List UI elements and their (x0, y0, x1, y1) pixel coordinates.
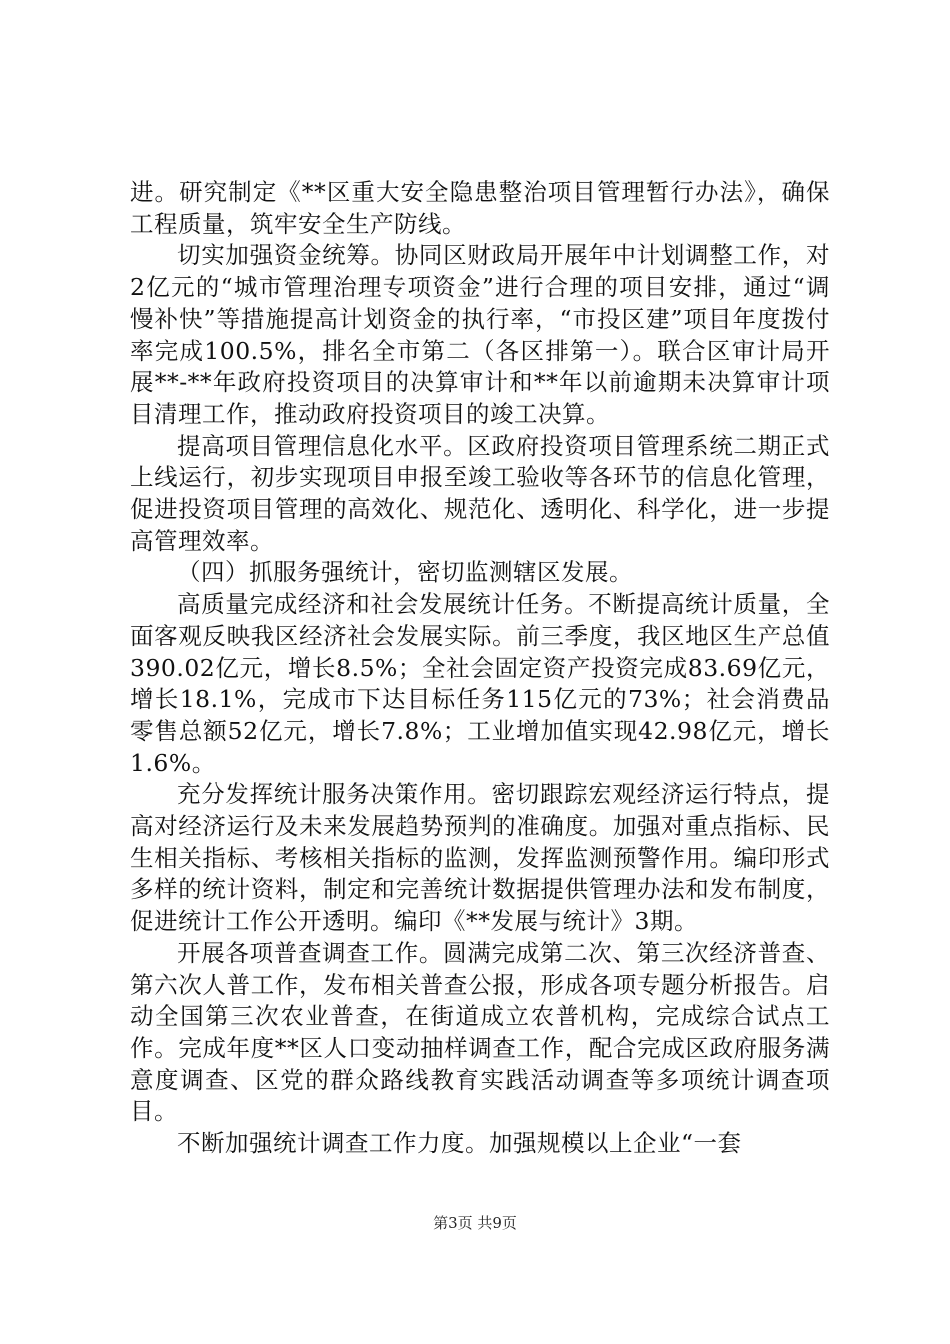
paragraph-continuation: 进。研究制定《**区重大安全隐患整治项目管理暂行办法》，确保工程质量，筑牢安全生产防线。 (130, 178, 830, 238)
paragraph-statistics-tasks: 高质量完成经济和社会发展统计任务。不断提高统计质量，全面客观反映我区经济社会发展实际。前三季度，我区地区生产总值390.02亿元，增长8.5%；全社会固定资产投资完成83.69亿元，增长18.1%，完成市下达目标任务115亿元的73%；社会消费品零售总额52亿元，增长7.8%；工业增加值实现42.98亿元，增长1.6%。 (130, 590, 830, 777)
paragraph-census-surveys: 开展各项普查调查工作。圆满完成第二次、第三次经济普查、第六次人普工作，发布相关普查公报，形成各项专题分析报告。启动全国第三次农业普查，在街道成立农普机构，完成综合试点工作。完成年度**区人口变动抽样调查工作，配合完成区政府服务满意度调查、区党的群众路线教育实践活动调查等多项统计调查项目。 (130, 938, 830, 1126)
page-number-footer: 第3页 共9页 (433, 1214, 517, 1232)
paragraph-survey-strength: 不断加强统计调查工作力度。加强规模以上企业“一套 (177, 1129, 742, 1158)
document-body (130, 177, 830, 1160)
paragraph-statistics-service: 充分发挥统计服务决策作用。密切跟踪宏观经济运行特点，提高对经济运行及未来发展趋势预判的准确度。加强对重点指标、民生相关指标、考核相关指标的监测，发挥监测预警作用。编印形式多样的统计资料，制定和完善统计数据提供管理办法和发布制度，促进统计工作公开透明。编印《**发展与统计》3期。 (130, 780, 830, 936)
paragraph-informatization: 提高项目管理信息化水平。区政府投资项目管理系统二期正式上线运行，初步实现项目申报至竣工验收等各环节的信息化管理，促进投资项目管理的高效化、规范化、透明化、科学化，进一步提高管理效率。 (130, 431, 830, 555)
section-heading-statistics: （四）抓服务强统计，密切监测辖区发展。 (177, 558, 633, 587)
paragraph-fund-coordination: 切实加强资金统筹。协同区财政局开展年中计划调整工作，对2亿元的“城市管理治理专项资金”进行合理的项目安排，通过“调慢补快”等措施提高计划资金的执行率，“市投区建”项目年度拨付率完成100.5%，排名全市第二（各区排第一）。联合区审计局开展**-**年政府投资项目的决算审计和**年以前逾期未决算审计项目清理工作，推动政府投资项目的竣工决算。 (130, 241, 830, 428)
